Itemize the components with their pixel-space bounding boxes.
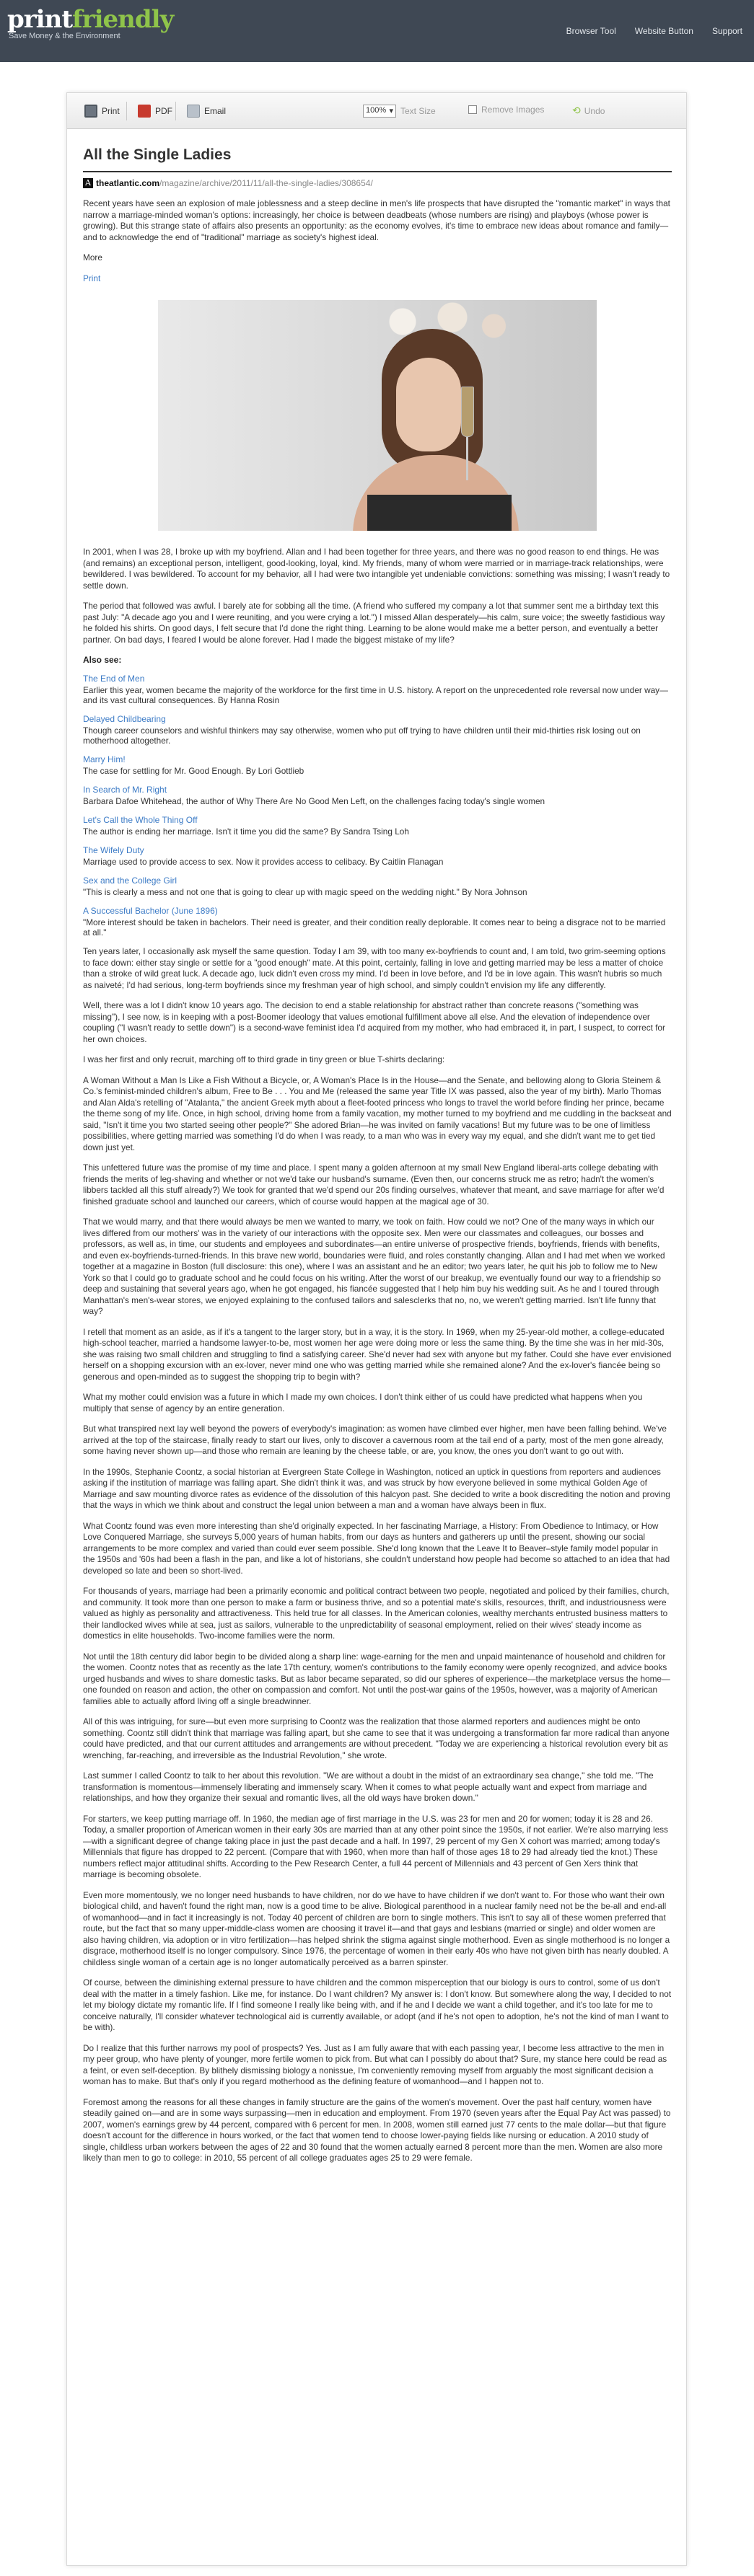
paragraph: This unfettered future was the promise of my time and place. I spent many a golden afternoon at my small New England liberal-arts college debating with friends the merits of leg-shaving and whether or not we'd take our husband's surname. (Even then, our concerns struck me as retro; hadn't the women's libbers tackled all this stuff already?) We took for granted that we'd spend our 20s finding ourselves, whatever that meant, and save marriage for after we'd finished graduate school and launched our careers, which of course would happen at the magical age of 30. bbox=[83, 1163, 665, 1207]
source-domain: theatlantic.com bbox=[96, 178, 160, 188]
source-path: /magazine/archive/2011/11/all-the-single-ladies/308654/ bbox=[159, 178, 373, 188]
paragraph: But what transpired next lay well beyond the powers of everybody's imagination: as women have climbed ever higher, men have been falling behind. We've arrived at the top of the staircase, finally ready to start our lives, only to discover a cavernous room at the tail end of a party, most of the men gone already, some having never shown up—and those who remain are leaning by the cheese table, or are, you know, the ones you don't want to go out with. bbox=[83, 1424, 667, 1456]
printfriendly-logo[interactable] bbox=[7, 6, 173, 40]
related-item bbox=[83, 714, 672, 746]
paragraph: Foremost among the reasons for all these changes in family structure are the gains of the women's movement. Over the past half century, women have steadily gained on—and are in some ways surpassing—men in education and employment. From 1970 (seven years after the Equal Pay Act was passed) to 2007, women's earnings grew by 44 percent, compared with 6 percent for men. In 2008, women still earned just 77 cents to the male dollar—but that figure doesn't account for the difference in hours worked, or the fact that women tend to choose lower-paying fields like nursing or education. A 2010 study of single, childless urban workers between the ages of 22 and 30 found that the women actually earned 8 percent more than the men. Women are also more likely than men to go to college: in 2010, 55 percent of all college graduates ages 25 to 29 were female. bbox=[83, 2096, 671, 2163]
nav-browser-tool[interactable]: Browser Tool bbox=[566, 26, 616, 36]
related-item-link[interactable]: Marry Him! bbox=[83, 754, 126, 764]
print-link-label: Print bbox=[83, 273, 101, 283]
undo-icon: ⟲ bbox=[572, 105, 581, 116]
related-item bbox=[83, 815, 672, 837]
print-link[interactable] bbox=[83, 273, 672, 285]
related-item-description: Though career counselors and wishful thinkers may say otherwise, women who put off trying to have children until their mid-thirties risk losing out on motherhood altogether. bbox=[83, 725, 641, 746]
undo-button[interactable] bbox=[572, 105, 605, 117]
paragraph: That we would marry, and that there would always be men we wanted to marry, we took on faith. How could we not? One of the many ways in which our lives differed from our mothers' was in the variety of our interactions with the opposite sex. Men were our classmates and colleagues, our bosses and professors, as well as, in time, our students and employees and subordinates—an entire universe of prospective friends, boyfriends, friends with benefits, and even ex-boyfriends-turned-friends. In this brave new world, boundaries were fluid, and roles constantly changing. Allan and I had met when we worked together at a magazine in Boston (full disclosure: this one), where I was an assistant and he an editor; two years later, he quit his job to follow me to New York so that I could go to graduate school and he could focus on his writing. After the worst of our breakup, we eventually found our way to a friendship so deep and sustaining that several years ago, when he got engaged, his fiancée suggested that I help him buy his wedding suit. As he and I toured through Manhattan's men's-wear stores, we enjoyed explaining to the confused tailors and salesclerks that no, no, we weren't getting married. Isn't life funny that way? bbox=[83, 1217, 665, 1316]
paragraph: I retell that moment as an aside, as if it's a tangent to the larger story, but in a way, it is the story. In 1969, when my 25-year-old mother, a college-educated high-school teacher, married a handsome lawyer-to-be, most women her age were doing more or less the same thing. By the time she was in her mid-30s, she was raising two small children and struggling to find a satisfying career. She'd never had sex with anyone but my father. Could she have ever envisioned herself on a shopping excursion with an ex-lover, never mind one who was getting married while she remained alone? And the ex-lover's fiancée being so generous and open-minded as to suggest the shopping trip to begin with? bbox=[83, 1326, 672, 1382]
related-item-link[interactable]: In Search of Mr. Right bbox=[83, 785, 167, 795]
paragraph: Ten years later, I occasionally ask myself the same question. Today I am 39, with too many ex-boyfriends to count and, I am told, two grim-seeming options to face down: either stay single or settle for a "good enough" mate. At this point, certainly, falling in love and getting married may be less a matter of choice than a stroke of wild great luck. A decade ago, luck didn't even cross my mind. I'd been in love before, and I'd be in love again. This wasn't hubris so much as naiveté; I'd had serious, long-term boyfriends since my freshman year of high school, and simply couldn't envision my life any differently. bbox=[83, 946, 666, 990]
related-item bbox=[83, 754, 672, 776]
pdf-button[interactable] bbox=[138, 105, 172, 118]
paragraph: Last summer I called Coontz to talk to her about this revolution. "We are without a doubt in the midst of an extraordinary sea change," she told me. "The transformation is momentous—immensely liberating and immensely scary. When it comes to what people actually want and expect from marriage and relationships, and how they organize their sexual and romantic lives, all the old ways have broken down." bbox=[83, 1770, 654, 1803]
paragraph: For thousands of years, marriage had been a primarily economic and political contract between two people, negotiated and policed by their families, church, and community. It took more than one person to make a farm or business thrive, and so a potential mate's skills, resources, thrift, and industriousness were valued as highly as personality and attractiveness. This held true for all classes. In the American colonies, wealthy merchants entrusted business matters to their landlocked wives while at sea, just as sailors, vulnerable to the unpredictability of seasonal employment, relied on their wives' steady income as domestics in elite households. Two-income families were the norm. bbox=[83, 1586, 670, 1641]
zoom-value: 100% bbox=[366, 106, 387, 115]
related-item bbox=[83, 785, 672, 806]
related-list bbox=[83, 674, 672, 938]
checkbox-icon bbox=[468, 105, 477, 114]
related-item-description: Barbara Dafoe Whitehead, the author of Why There Are No Good Men Left, on the challenges facing today's single women bbox=[83, 796, 545, 806]
brand-name-friendly: friendly bbox=[72, 5, 174, 34]
brand-name-print: print bbox=[7, 5, 73, 34]
paragraph: I was her first and only recruit, marching off to third grade in tiny green or blue T-shirts declaring: bbox=[83, 1054, 445, 1064]
chevron-down-icon: ▾ bbox=[389, 107, 393, 115]
paragraph: Even more momentously, we no longer need husbands to have children, nor do we have to have children if we don't want to. For those who want their own biological child, and haven't found the right man, now is a good time to be alive. Biological parenthood in a nuclear family need not be the be-all and end-all of womanhood—and in fact it increasingly is not. Today 40 percent of children are born to single mothers. This isn't to say all of these women preferred that route, but the fact that so many upper-middle-class women are choosing it travel it—and that gays and lesbians (married or single) and older women are also having children, via adoption or in vitro fertilization—has helped shrink the stigma against single motherhood. Even as single motherhood is no longer a disgrace, motherhood itself is no longer compulsory. Since 1976, the percentage of women in their early 40s who have not given birth has nearly doubled. A childless single woman of a certain age is no longer automatically perceived as a barren spinster. bbox=[83, 1889, 670, 1967]
related-item-link[interactable]: Sex and the College Girl bbox=[83, 875, 177, 886]
paragraph: Not until the 18th century did labor begin to be divided along a sharp line: wage-earning for the men and unpaid maintenance of household and children for the women. Coontz notes that as recently as the late 17th century, women's contributions to the family economy were openly recognized, and advice books urged husbands and wives to share domestic tasks. But as labor became separated, so did our spheres of experience—the marketplace versus the home—one founded on reason and action, the other on compassion and comfort. Not until the post-war gains of the 1950s, however, was a majority of American families able to actually afford living off a single breadwinner. bbox=[83, 1651, 670, 1706]
paragraph: A Woman Without a Man Is Like a Fish Without a Bicycle, or, A Woman's Place Is in the House—and the Senate, and bellowing along to Gloria Steinem & Co.'s feminist-minded children's album, Free to Be . . . You and Me (released the same year Title IX was passed, also the year of my birth). Marlo Thomas and Alan Alda's retelling of "Atalanta," the ancient Greek myth about a fleet-footed princess who longs to travel the world before finding her prince, became the theme song of my life. Once, in high school, driving home from a family vacation, my mother turned to my boyfriend and me cuddling in the backseat and said, "Isn't it time you two started seeing other people?" She adored Brian—he was invited on family vacations! But my future was to be one of limitless possibilities, where getting married was something I'd do when I was ready, to a man who was in every way my equal, and she didn't want me to get tied down just yet. bbox=[83, 1075, 672, 1152]
also-see-heading: Also see: bbox=[83, 655, 122, 665]
more-link[interactable] bbox=[83, 252, 672, 264]
atlantic-icon: A bbox=[83, 178, 93, 188]
zoom-select[interactable] bbox=[363, 105, 396, 118]
photo-dress bbox=[367, 495, 512, 531]
article-title: All the Single Ladies bbox=[83, 146, 672, 172]
nav-support[interactable]: Support bbox=[711, 26, 742, 36]
paragraph: Do I realize that this further narrows my pool of prospects? Yes. Just as I am fully aware that with each passing year, I become less attractive to the men in my peer group, who have plenty of younger, more fertile women to pick from. But what can I possibly do about that? Sure, my stance here could be read as a feint, or even self-deception. By blithely dismissing biology a nonissue, I'm conveniently removing myself from arguably the most significant decision a woman has to make. But that's only if you regard motherhood as the defining feature of womanhood—and I happen not to. bbox=[83, 2042, 667, 2086]
pdf-icon bbox=[138, 105, 151, 118]
glass-stem bbox=[466, 437, 468, 480]
email-label: Email bbox=[204, 106, 227, 116]
site-header bbox=[0, 0, 754, 62]
paragraph: In the 1990s, Stephanie Coontz, a social historian at Evergreen State College in Washington, noticed an uptick in questions from reporters and audiences asking if the institution of marriage was falling apart. She didn't think it was, and was struck by how everyone believed in some mythical Golden Age of Marriage and saw mounting divorce rates as evidence of the dissolution of this halcyon past. She decided to write a book discrediting the notion and proving that the ways in which we think about and construct the legal union between a man and a woman have always been in flux. bbox=[83, 1466, 670, 1510]
print-button[interactable] bbox=[84, 105, 120, 118]
related-item-description: "More interest should be taken in bachelors. Their need is greater, and their condition really deplorable. It comes near to being a disgrace not to be married at all." bbox=[83, 917, 666, 938]
more-label: More bbox=[83, 252, 102, 263]
printer-icon bbox=[84, 105, 97, 118]
undo-label: Undo bbox=[584, 105, 605, 116]
related-item-description: Earlier this year, women became the majority of the workforce for the first time in U.S. history. A report on the unprecedented role reversal now under way—and its vast cultural consequences. By Hanna Rosin bbox=[83, 685, 668, 705]
related-item-description: The case for settling for Mr. Good Enough. By Lori Gottlieb bbox=[83, 766, 304, 776]
related-item bbox=[83, 875, 672, 897]
top-navigation bbox=[566, 26, 742, 36]
related-item bbox=[83, 845, 672, 867]
nav-website-button[interactable]: Website Button bbox=[634, 26, 693, 36]
envelope-icon bbox=[187, 105, 200, 118]
related-item-description: The author is ending her marriage. Isn't it time you did the same? By Sandra Tsing Loh bbox=[83, 826, 409, 837]
photo-face bbox=[396, 358, 461, 451]
paragraph: Well, there was a lot I didn't know 10 years ago. The decision to end a stable relationship for abstract rather than concrete reasons ("something was missing"), I see now, is in keeping with a post-Boomer ideology that values emotional fulfillment above all else. And the elevation of independence over coupling ("I wasn't ready to settle down") is a second-wave feminist idea I'd acquired from my mother, who had embraced it, in part, I suspect, to correct for her own choices. bbox=[83, 1000, 665, 1044]
related-item-description: Marriage used to provide access to sex. Now it provides access to celibacy. By Caitlin Flanagan bbox=[83, 857, 444, 867]
related-item-link[interactable]: The End of Men bbox=[83, 674, 145, 684]
article-intro: Recent years have seen an explosion of male joblessness and a steep decline in men's life prospects that have disrupted the "romantic market" in ways that narrow a marriage-minded woman's options: increasingly, her choice is between deadbeats (whose numbers are rising) and playboys (whose power is growing). But this strange state of affairs also presents an opportunity: as the economy evolves, it's time to embrace new ideas about romance and family—and to acknowledge the end of "traditional" marriage as society's highest ideal. bbox=[83, 198, 670, 242]
pdf-label: PDF bbox=[155, 106, 172, 116]
related-item bbox=[83, 674, 672, 705]
print-preview-page bbox=[66, 92, 687, 2566]
text-size-label: Text Size bbox=[400, 106, 436, 116]
related-item-link[interactable]: Delayed Childbearing bbox=[83, 714, 166, 724]
paragraph: The period that followed was awful. I barely ate for sobbing all the time. (A friend who suffered my company a lot that summer sent me a birthday text this past July: "A decade ago you and I were reuniting, and you were crying a lot.") I missed Allan desperately—his calm, sure voice; the sweetly fastidious way he folded his shirts. On good days, I felt secure that I'd done the right thing. Learning to be alone would make me a better person, and eventually a better partner. On bad days, I feared I would be alone forever. Had I made the biggest mistake of my life? bbox=[83, 601, 665, 645]
paragraph: All of this was intriguing, for sure—but even more surprising to Coontz was the realization that those alarmed reporters and audiences might be onto something. Coontz still didn't think that marriage was falling apart, but she came to see that it was undergoing a transformation far more radical than anyone could have predicted, and that our current attitudes and arrangements are without precedent. "Today we are experiencing a historical revolution every bit as wrenching, far-reaching, and irreversible as the Industrial Revolution," she wrote. bbox=[83, 1716, 670, 1760]
related-item-link[interactable]: Let's Call the Whole Thing Off bbox=[83, 815, 198, 825]
remove-images-toggle[interactable] bbox=[468, 105, 544, 115]
paragraph: In 2001, when I was 28, I broke up with my boyfriend. Allan and I had been together for three years, and there was no good reason to end things. He was (and remains) an exceptional person, intelligent, good-looking, loyal, kind. My friends, many of whom were married or in marriage-track relationships, were bewildered. I was bewildered. To account for my behavior, all I had were two intangible yet undeniable convictions: something was missing; I wasn't ready to settle down. bbox=[83, 547, 670, 591]
print-label: Print bbox=[102, 106, 120, 116]
article-photo[interactable] bbox=[158, 300, 597, 531]
paragraph: What my mother could envision was a future in which I made my own choices. I don't think either of us could have predicted what happens when you multiply that sense of agency by an entire generation. bbox=[83, 1392, 643, 1413]
article bbox=[83, 146, 672, 2174]
champagne-glass-icon bbox=[461, 387, 474, 437]
related-item bbox=[83, 906, 672, 938]
related-item-link[interactable]: The Wifely Duty bbox=[83, 845, 144, 855]
toolbar-divider bbox=[126, 102, 127, 120]
related-item-description: "This is clearly a mess and not one that is going to clear up with magic speed on the wedding night." By Nora Johnson bbox=[83, 887, 527, 897]
article-source bbox=[83, 178, 672, 188]
paragraph: What Coontz found was even more interesting than she'd originally expected. In her fascinating Marriage, a History: From Obedience to Intimacy, or How Love Conquered Marriage, she surveys 5,000 years of human habits, from our days as hunters and gatherers up until the present, showing our social arrangements to be more complex and varied than could ever seem possible. She'd long known that the Leave It to Beaver–style family model popular in the 1950s and '60s had been a flash in the pan, and like a lot of historians, she couldn't understand how people had become so attached to an idea that had developed so late and been so short-lived. bbox=[83, 1520, 670, 1576]
paragraph: For starters, we keep putting marriage off. In 1960, the median age of first marriage in the U.S. was 23 for men and 20 for women; today it is 28 and 26. Today, a smaller proportion of American women in their early 30s are married than at any other point since the 1950s, if not earlier. We're also marrying less—with a significant degree of change taking place in just the past decade and a half. In 1997, 29 percent of my Gen X cohort was married; among today's Millennials that figure has dropped to 22 percent. (Compare that with 1960, when more than half of those ages 18 to 29 had already tied the knot.) These numbers reflect major attitudinal shifts. According to the Pew Research Center, a full 44 percent of Millennials and 43 percent of Gen Xers think that marriage is becoming obsolete. bbox=[83, 1813, 668, 1879]
toolbar-divider bbox=[175, 102, 176, 120]
text-size-control bbox=[363, 105, 436, 118]
article-body bbox=[83, 946, 672, 2164]
paragraph: Of course, between the diminishing external pressure to have children and the common misperception that our biology is ours to control, some of us don't deal with the matter in a timely fashion. Like me, for instance. Do I want children? My answer is: I don't know. But somewhere along the way, I decided to not let my biology dictate my romantic life. If I find someone I really like being with, and if he and I decide we want a child together, and it's too late for me to conceive naturally, I'll consider whatever technological aid is currently available, or adopt (and if he's not open to adoption, he's not the kind of man I want to be with). bbox=[83, 1977, 672, 2032]
remove-images-label: Remove Images bbox=[481, 105, 545, 115]
related-item-link[interactable]: A Successful Bachelor (June 1896) bbox=[83, 906, 218, 916]
brand-tagline: Save Money & the Environment bbox=[9, 32, 120, 40]
email-button[interactable] bbox=[187, 105, 226, 118]
toolbar bbox=[67, 93, 686, 129]
